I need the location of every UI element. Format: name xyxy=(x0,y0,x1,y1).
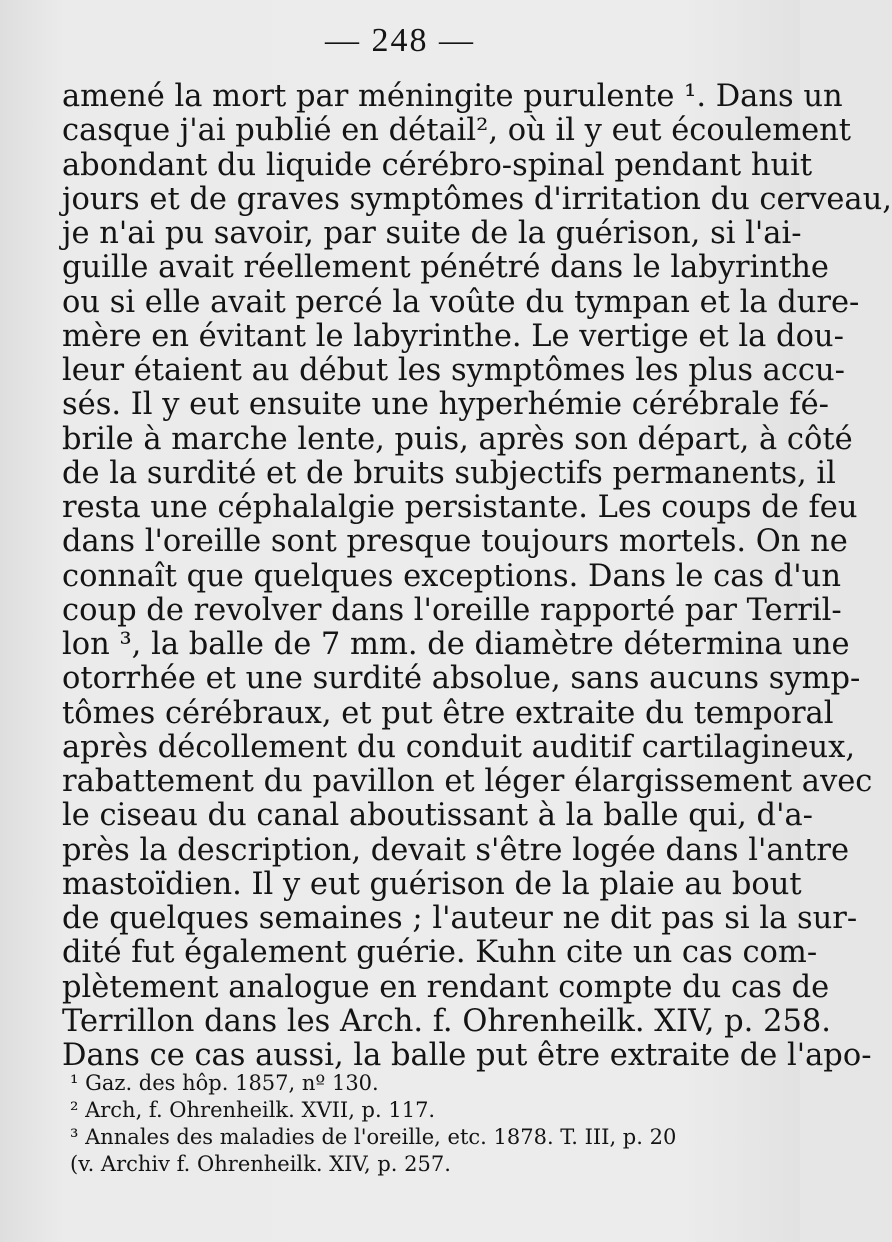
text-line: tômes cérébraux, et put être extraite du temporal xyxy=(62,695,834,731)
text-line: coup de revolver dans l'oreille rapporté par Terril- xyxy=(62,592,842,628)
text-line: brile à marche lente, puis, après son départ, à côté xyxy=(62,421,853,457)
text-line: connaît que quelques exceptions. Dans le cas d'un xyxy=(62,558,841,594)
text-line: otorrhée et une surdité absolue, sans aucuns symp- xyxy=(62,661,861,697)
text-line: près la description, devait s'être logée dans l'antre xyxy=(62,832,850,868)
text-line: casque j'ai publié en détail², où il y eut écoulement xyxy=(62,113,852,149)
text-line: de quelques semaines ; l'auteur ne dit pas si la sur- xyxy=(62,901,858,936)
text-line: mère en évitant le labyrinthe. Le vertige et la dou- xyxy=(62,318,844,354)
text-line: abondant du liquide cérébro-spinal pendant huit xyxy=(62,147,813,183)
text-line: le ciseau du canal aboutissant à la balle qui, d'a- xyxy=(62,798,813,834)
text-line: sés. Il y eut ensuite une hyperhémie cérébrale fé- xyxy=(62,387,829,423)
text-line: mastoïdien. Il y eut guérison de la plaie au bout xyxy=(62,866,802,902)
text-line: leur étaient au début les symptômes les plus accu- xyxy=(62,353,845,388)
text-line: dité fut également guérie. Kuhn cite un cas com- xyxy=(62,935,818,971)
text-line: Terrillon dans les Arch. f. Ohrenheilk. XIV, p. 258. xyxy=(62,1003,831,1039)
text-line: resta une céphalalgie persistante. Les coups de feu xyxy=(62,490,858,525)
footnote: ² Arch, f. Ohrenheilk. XVII, p. 117. xyxy=(70,1098,436,1122)
body-text xyxy=(62,79,892,1073)
footnote: ¹ Gaz. des hôp. 1857, nº 130. xyxy=(70,1071,379,1095)
text-line: plètement analogue en rendant compte du cas de xyxy=(62,969,830,1005)
text-line: jours et de graves symptômes d'irritation du cerveau, xyxy=(62,181,892,217)
footnote: ³ Annales des maladies de l'oreille, etc. 1878. T. III, p. 20 xyxy=(70,1125,677,1149)
text-line: après décollement du conduit auditif cartilagineux, xyxy=(62,729,856,765)
text-line: ou si elle avait percé la voûte du tympan et la dure- xyxy=(62,284,860,320)
text-line: je n'ai pu savoir, par suite de la guérison, si l'ai- xyxy=(62,216,802,251)
text-line: Dans ce cas aussi, la balle put être extraite de l'apo- xyxy=(62,1038,872,1073)
text-line: lon ³, la balle de 7 mm. de diamètre détermina une xyxy=(62,627,850,662)
text-line: dans l'oreille sont presque toujours mortels. On ne xyxy=(62,524,848,560)
text-line: guille avait réellement pénétré dans le labyrinthe xyxy=(62,250,829,286)
page-number: — 248 — xyxy=(325,22,475,59)
footnotes xyxy=(70,1070,770,1178)
footnote: (v. Archiv f. Ohrenheilk. XIV, p. 257. xyxy=(70,1152,451,1176)
text-line: amené la mort par méningite purulente ¹. Dans un xyxy=(62,79,843,114)
text-line: rabattement du pavillon et léger élargissement avec xyxy=(62,764,873,799)
text-line: de la surdité et de bruits subjectifs permanents, il xyxy=(62,455,836,491)
